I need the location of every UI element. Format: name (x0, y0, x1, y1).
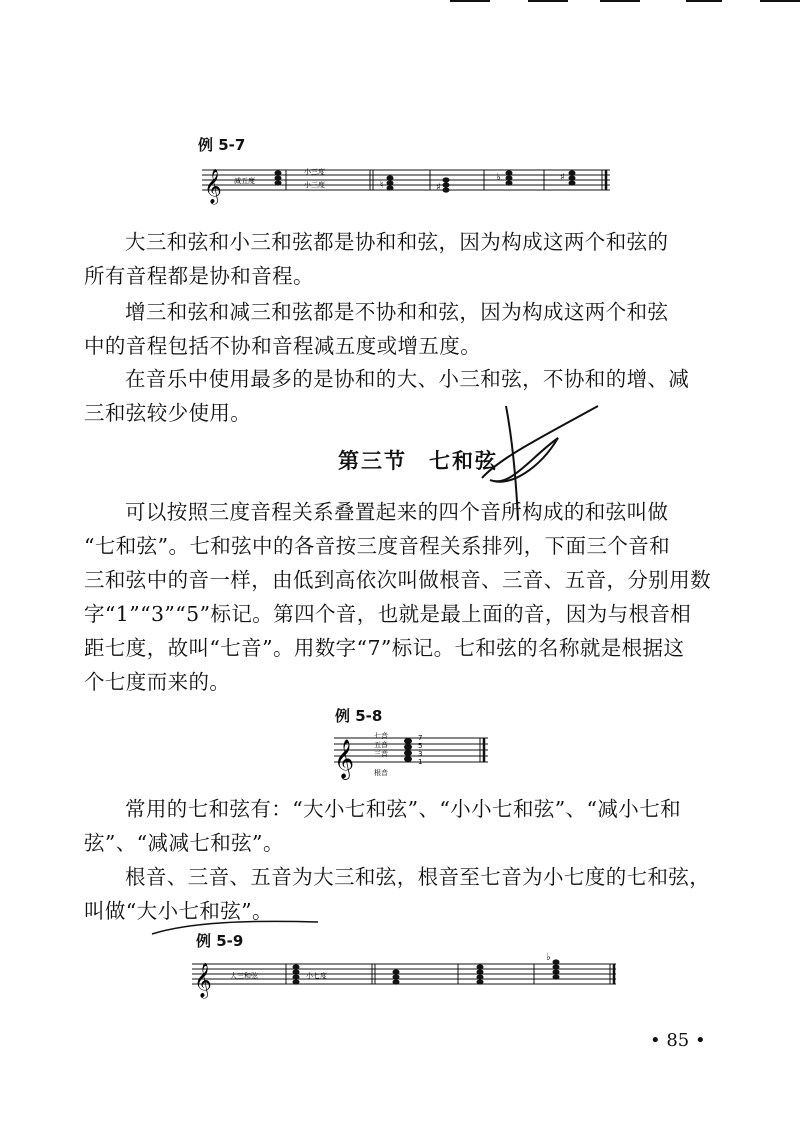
page-number: • 85 • (650, 1030, 706, 1051)
chord-tone-number: 5 (418, 742, 423, 750)
top-rule (760, 0, 800, 2)
chord-tone-number: 3 (418, 750, 423, 758)
paragraph: 增三和弦和减三和弦都是不协和和弦，因为构成这两个和弦 中的音程包括不协和音程减五度或增五度。 (84, 300, 669, 358)
chord-tone-number: 7 (418, 734, 423, 742)
paragraph: 根音、三音、五音为大三和弦，根音至七音为小七度的七和弦， 叫做“大小七和弦”。 (84, 865, 711, 923)
chord-label: 大三和弦 (230, 972, 258, 980)
top-rule (528, 0, 568, 2)
svg-text:♯: ♯ (560, 172, 565, 183)
section-number: 第三节 (338, 449, 407, 473)
paragraph: 大三和弦和小三和弦都是协和和弦，因为构成这两个和弦的 所有音程都是协和音程。 (84, 230, 669, 288)
chord-tone-label: 五音 (374, 741, 388, 749)
top-rule (686, 0, 722, 2)
example-5-7-label: 例 5-7 (198, 136, 246, 154)
svg-text:♭: ♭ (546, 952, 551, 963)
interval-label: 小三度 (304, 181, 325, 189)
svg-text:♭: ♭ (496, 172, 501, 183)
paragraph: 可以按照三度音程关系叠置起来的四个音所构成的和弦叫做 “七和弦”。七和弦中的各音按三度音程关系排列，下面三个音和 三和弦中的音一样，由低到高依次叫做根音、三音、五音，分别用数 字“1”“3”“5”标记。第四个音，也就是最上面的音，因为与根音相 距七度，故叫“七音”。用数字“7”标记。七和弦的名称就是根据这 个七度而来的。 (84, 500, 711, 694)
interval-label: 小七度 (306, 972, 327, 980)
example-5-9-label: 例 5-9 (196, 932, 244, 950)
chord-tone-number: 1 (418, 758, 423, 766)
example-5-8-staff (330, 726, 490, 781)
svg-text:𝄞: 𝄞 (204, 169, 222, 204)
example-5-7-staff (194, 158, 624, 208)
section-title: 七和弦 (429, 449, 498, 473)
svg-text:𝄞: 𝄞 (334, 739, 355, 779)
svg-text:𝄞: 𝄞 (194, 963, 212, 998)
interval-label: 减五度 (234, 177, 255, 185)
top-rule (450, 0, 490, 2)
top-rule (600, 0, 640, 2)
svg-text:♯: ♯ (436, 182, 441, 193)
example-5-9-staff (186, 950, 636, 1000)
paragraph: 在音乐中使用最多的是协和的大、小三和弦，不协和的增、减 三和弦较少使用。 (84, 367, 690, 425)
interval-label: 小三度 (304, 168, 325, 176)
chord-tone-label: 七音 (374, 732, 388, 740)
paragraph: 常用的七和弦有：“大小七和弦”、“小小七和弦”、“减小七和 弦”、“减减七和弦”。 (84, 797, 681, 855)
chord-tone-label: 三音 (374, 750, 388, 758)
svg-text:♮: ♮ (380, 180, 384, 191)
example-5-8-label: 例 5-8 (335, 707, 383, 725)
page-number-value: 85 (666, 1030, 690, 1051)
chord-tone-label: 根音 (374, 769, 388, 777)
